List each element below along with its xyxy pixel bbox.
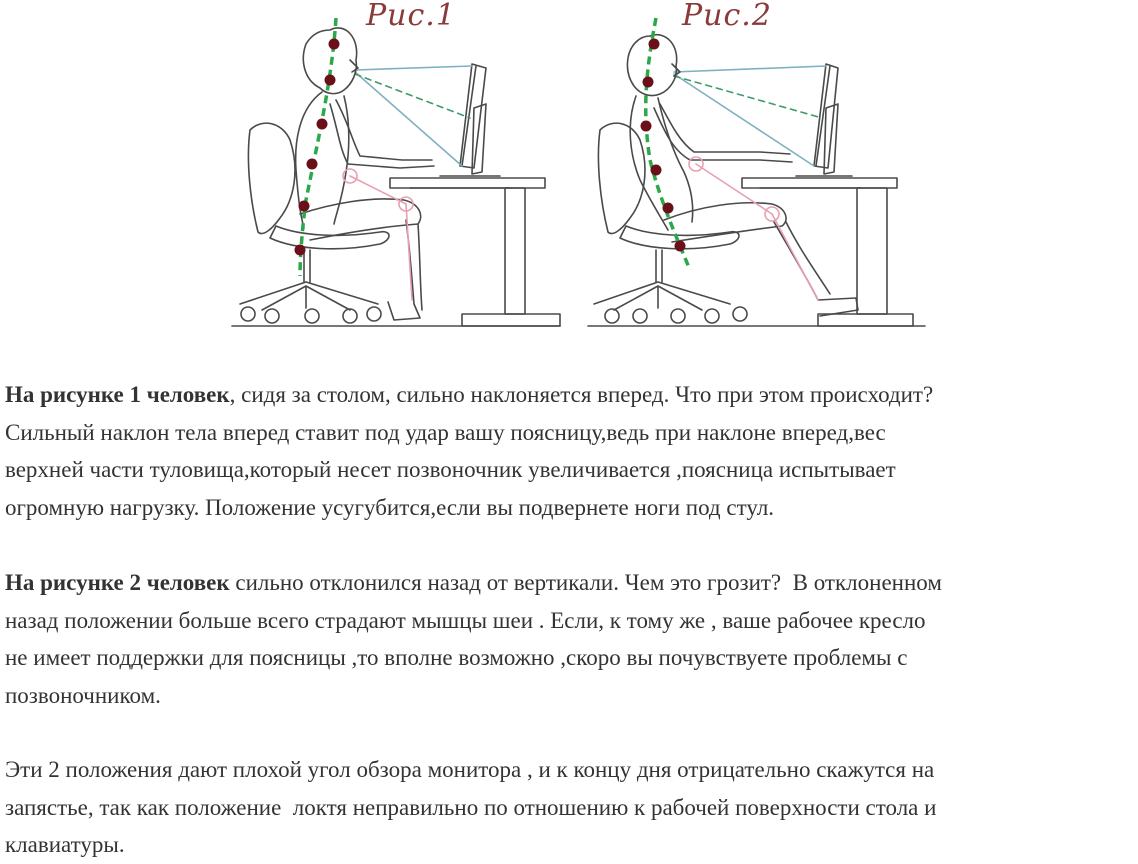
spine-line-1: [300, 18, 336, 276]
paragraph-3-line-1: Эти 2 положения дают плохой угол обзора монитора , и к концу дня отрицательно скажутся на: [5, 757, 935, 782]
paragraph-2-line-4: позвоночником.: [5, 682, 161, 708]
paragraph-3: [5, 751, 1138, 864]
paragraph-1-line-4: огромную нагрузку. Положение усугубится,если вы подвернете ноги под стул.: [5, 494, 775, 520]
paragraph-3-line-3: клавиатуры.: [5, 832, 125, 857]
paragraph-1-line-1: [5, 376, 1138, 414]
spine-dot: [325, 75, 336, 86]
paragraph-2-line-1: [5, 564, 1138, 602]
spine-dot: [329, 39, 340, 50]
spine-dot: [307, 159, 318, 170]
spine-dot: [649, 39, 660, 50]
paragraph-3-line-2: запястье, так как положение локтя неправильно по отношению к рабочей поверхности стола и: [5, 794, 937, 820]
figure-2-label: Рис.2: [682, 0, 772, 33]
paragraph-2-line-3: не имеет поддержки для поясницы ,то вполне возможно ,скоро вы почувствуете проблемы с: [5, 645, 908, 670]
spine-dot: [663, 203, 674, 214]
spine-dot: [643, 77, 654, 88]
paragraph-2-line-1-rest: сильно отклонился назад от вертикали. Чем это грозит? В отклоненном: [229, 570, 942, 595]
spine-dot: [317, 119, 328, 130]
spine-dot: [295, 245, 306, 256]
paragraph-1-line-1-rest: , сидя за столом, сильно наклоняется вперед. Что при этом происходит?: [229, 382, 934, 407]
figure-2-drawing: [588, 35, 925, 326]
paragraph-1-line-2: Сильный наклон тела вперед ставит под удар вашу поясницу,ведь при наклоне вперед,вес: [5, 419, 886, 445]
paragraph-2-line-2: назад положении больше всего страдают мышцы шеи . Если, к тому же , ваше рабочее кресло: [5, 607, 926, 633]
figure-1-drawing: [232, 28, 560, 326]
spine-dot: [675, 241, 686, 252]
posture-drawing: [0, 0, 1138, 340]
posture-illustration: [0, 0, 1138, 340]
spine-dot: [299, 201, 310, 212]
spine-dot: [641, 121, 652, 132]
paragraph-1: [5, 376, 1138, 526]
spine-dot: [651, 165, 662, 176]
paragraph-2-bold-lead: На рисунке 2 человек: [5, 570, 230, 595]
paragraph-1-line-3: верхней части туловища,который несет позвоночник увеличивается ,поясница испытывает: [5, 457, 896, 482]
paragraph-2: [5, 564, 1138, 714]
figure-1-label: Рис.1: [366, 0, 456, 33]
paragraph-1-bold-lead: На рисунке 1 человек: [5, 382, 230, 407]
